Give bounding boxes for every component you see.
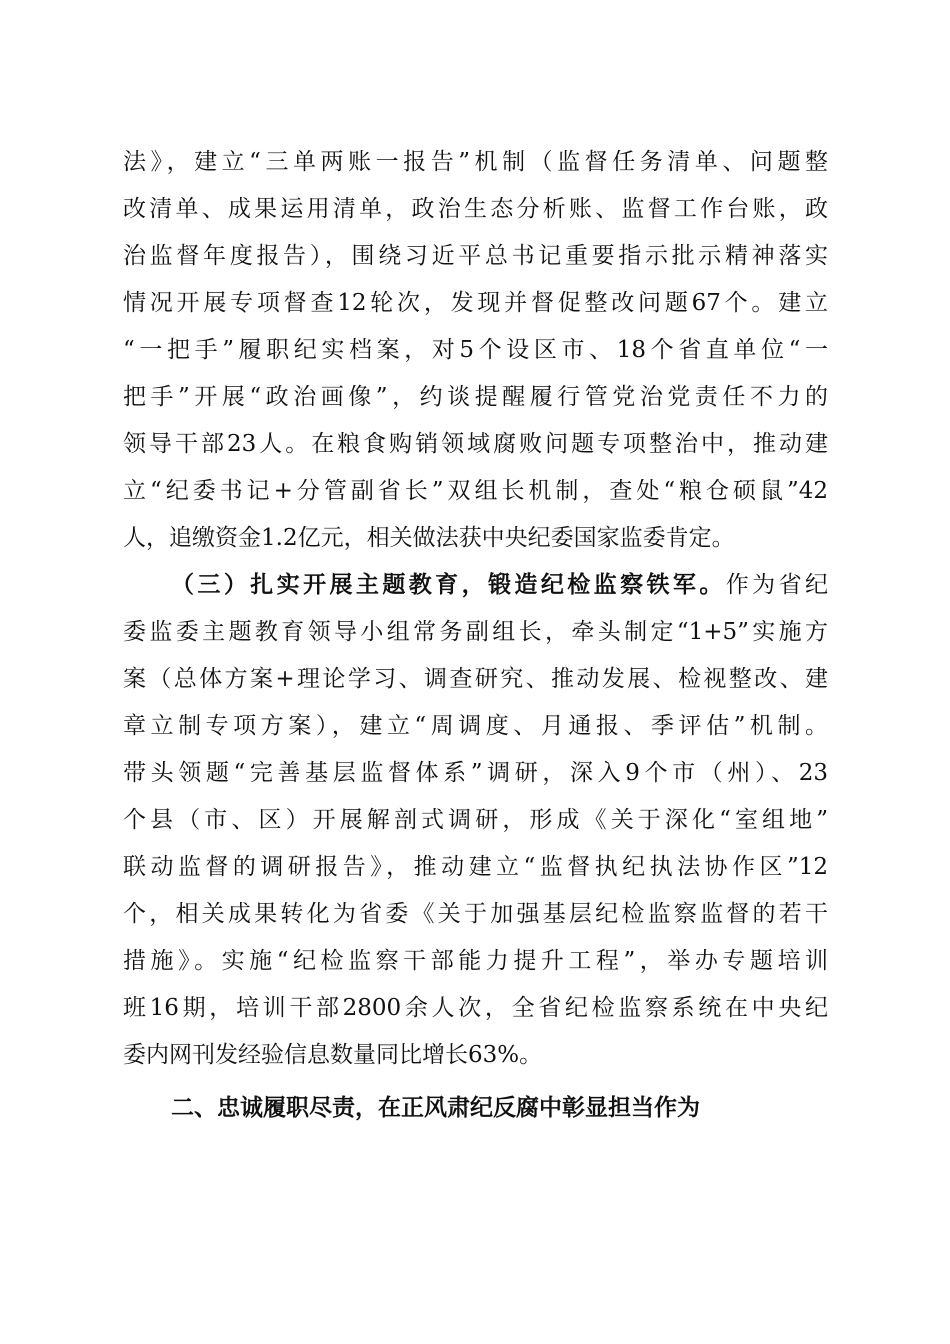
paragraph-2-line-5: 带头领题“完善基层监督体系”调研，深入9个市（州）、23 [123, 760, 828, 786]
paragraph-2-first-rest: 作为省纪 [725, 572, 829, 598]
paragraph-2-line-9: 措施》。实施“纪检监察干部能力提升工程”，举办专题培训 [123, 948, 828, 974]
section-heading: 二、忠诚履职尽责，在正风肃纪反腐中彰显担当作为 [171, 1095, 700, 1121]
paragraph-2-line-3: 案（总体方案+理论学习、调查研究、推动发展、检视整改、建 [123, 666, 828, 692]
paragraph-2-line-6: 个县（市、区）开展解剖式调研，形成《关于深化“室组地” [123, 807, 828, 833]
paragraph-1-line-1: 法》，建立“三单两账一报告”机制（监督任务清单、问题整 [123, 149, 828, 175]
paragraph-1-line-7: 领导干部23人。在粮食购销领域腐败问题专项整治中，推动建 [123, 431, 828, 457]
paragraph-2-lead: （三）扎实开展主题教育，锻造纪检监察铁军。 [171, 571, 726, 598]
paragraph-2-line-8: 个，相关成果转化为省委《关于加强基层纪检监察监督的若干 [123, 901, 828, 927]
paragraph-2-line-4: 章立制专项方案），建立“周调度、月通报、季评估”机制。 [123, 713, 828, 739]
paragraph-2-line-11: 委内网刊发经验信息数量同比增长63%。 [123, 1042, 543, 1068]
paragraph-2-line-1 [171, 562, 828, 608]
paragraph-2-line-2: 委监委主题教育领导小组常务副组长，牵头制定“1+5”实施方 [123, 619, 828, 645]
paragraph-1-line-6: 把手”开展“政治画像”，约谈提醒履行管党治党责任不力的 [123, 384, 828, 410]
paragraph-1-line-8: 立“纪委书记+分管副省长”双组长机制，查处“粮仓硕鼠”42 [123, 478, 828, 504]
paragraph-1-line-9: 人，追缴资金1.2亿元，相关做法获中央纪委国家监委肯定。 [123, 525, 735, 551]
paragraph-1-line-4: 情况开展专项督查12轮次，发现并督促整改问题67个。建立 [123, 290, 828, 316]
paragraph-1-line-2: 改清单、成果运用清单，政治生态分析账、监督工作台账，政 [123, 196, 828, 222]
paragraph-2-line-10: 班16期，培训干部2800余人次，全省纪检监察系统在中央纪 [123, 995, 828, 1021]
paragraph-2-line-7: 联动监督的调研报告》，推动建立“监督执纪执法协作区”12 [123, 854, 828, 880]
paragraph-1-line-3: 治监督年度报告），围绕习近平总书记重要指示批示精神落实 [123, 243, 828, 269]
paragraph-1-line-5: “一把手”履职纪实档案，对5个设区市、18个省直单位“一 [123, 337, 828, 363]
